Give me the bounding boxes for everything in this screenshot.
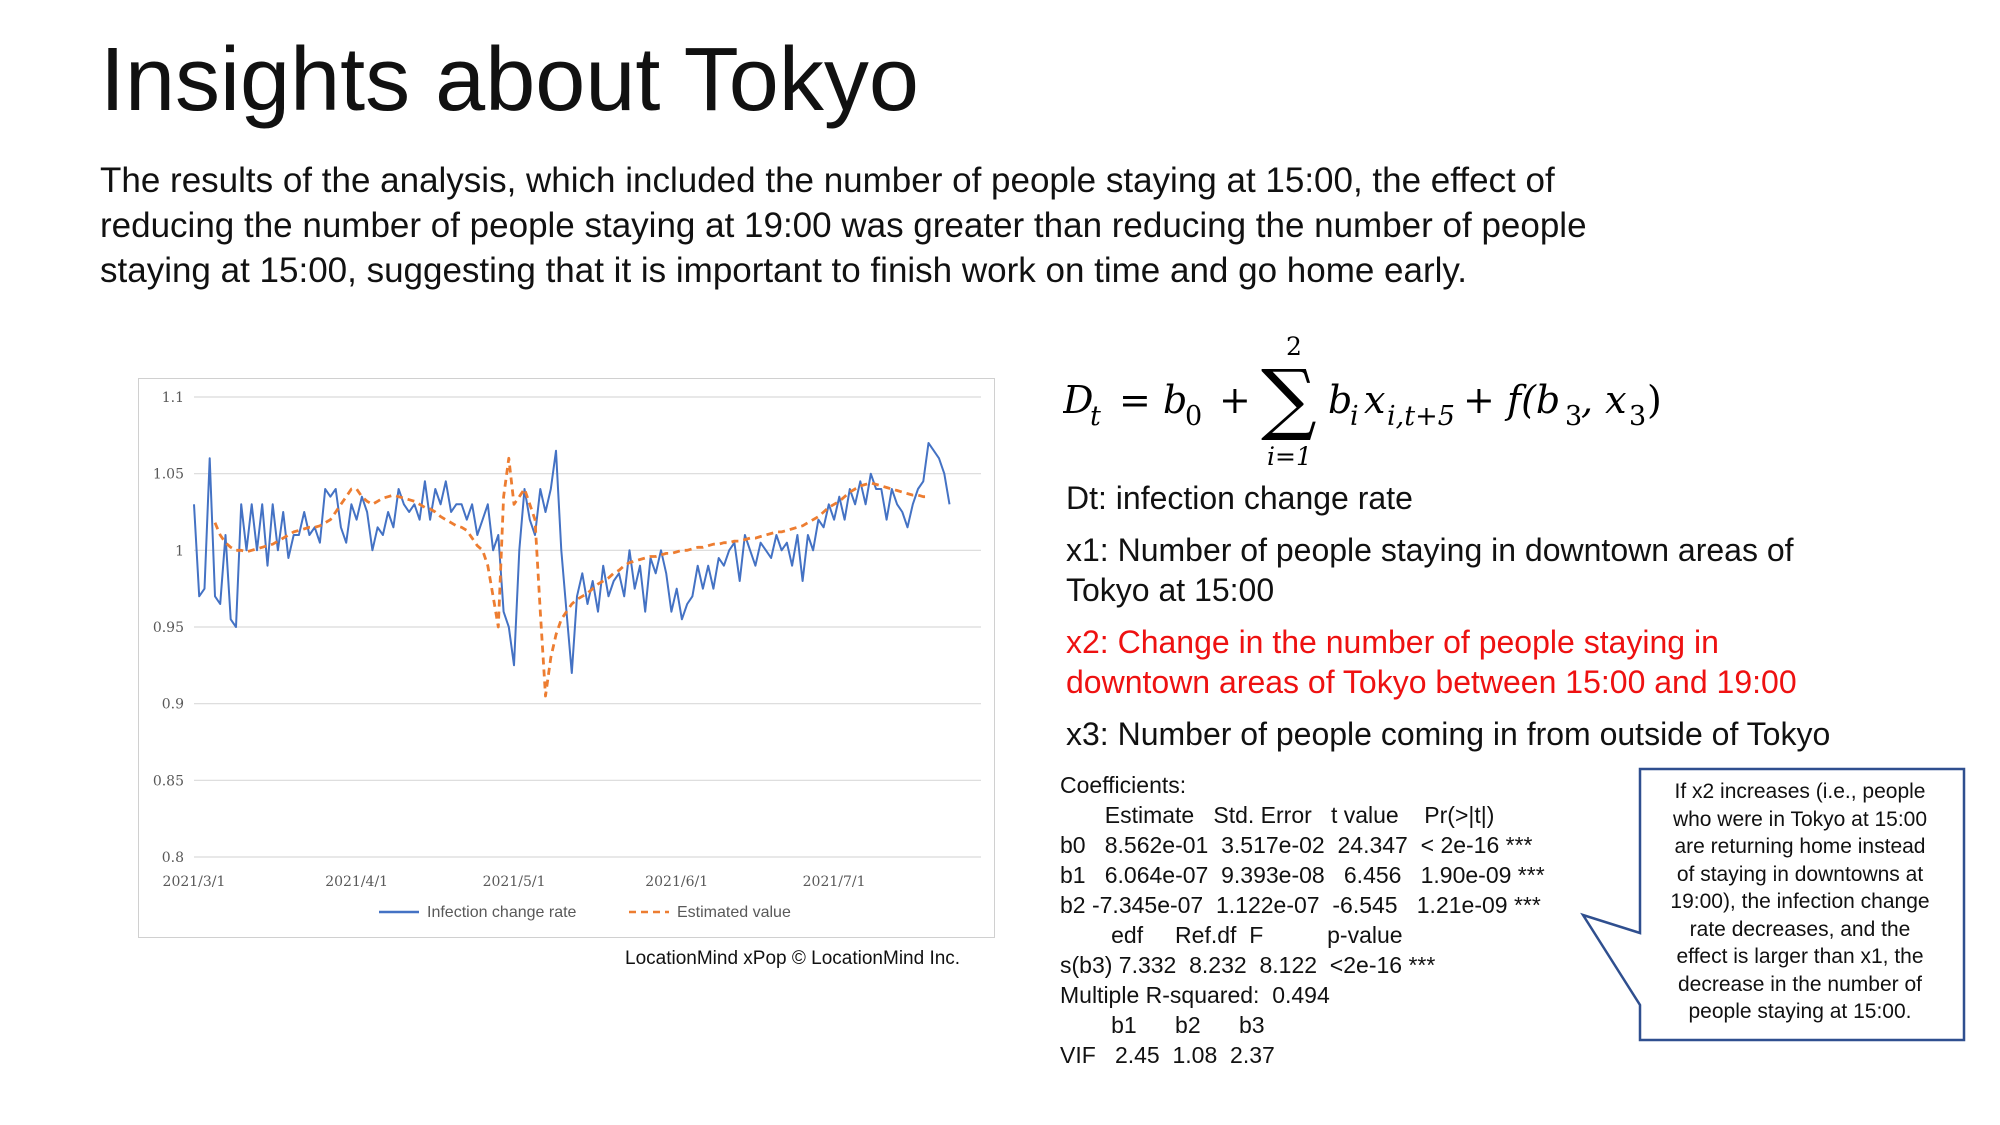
callout-line: decrease in the number of — [1678, 972, 1922, 996]
y-tick-label: 0.9 — [161, 696, 184, 713]
intro-line: reducing the number of people staying at 19:00 was greater than reducing the number of people — [100, 206, 1587, 245]
x-tick-label: 2021/7/1 — [802, 874, 866, 890]
formula-plus: + — [1463, 378, 1495, 422]
intro-line: staying at 15:00, suggesting that it is important to finish work on time and go home early. — [100, 251, 1468, 290]
definition-line: x2: Change in the number of people staying in — [1066, 624, 1719, 660]
callout-line: are returning home instead — [1674, 835, 1926, 858]
stats-line: b0 8.562e-01 3.517e-02 24.347 < 2e-16 *** — [1060, 832, 1533, 858]
formula-b0: b — [1163, 378, 1188, 422]
definition-dt — [1066, 478, 1830, 518]
formula-sum-upper: 2 — [1286, 332, 1302, 361]
stats-line: VIF 2.45 1.08 2.37 — [1060, 1042, 1275, 1068]
stats-line: Estimate Std. Error t value Pr(>|t|) — [1060, 802, 1495, 828]
stats-line: b1 b2 b3 — [1060, 1012, 1265, 1038]
model-formula — [1063, 325, 1683, 475]
definition-line: x1: Number of people staying in downtown areas of — [1066, 532, 1794, 568]
definition-line: Dt: infection change rate — [1066, 480, 1413, 516]
callout-line: people staying at 15:00. — [1688, 1000, 1912, 1023]
y-tick-label: 0.85 — [152, 773, 184, 790]
formula-lhs: D — [1063, 378, 1094, 422]
x-tick-label: 2021/6/1 — [645, 874, 709, 890]
callout-box — [1638, 768, 1962, 1040]
definition-x3 — [1066, 714, 1830, 754]
formula-equals: = — [1119, 378, 1151, 422]
formula-b0-sub: 0 — [1185, 401, 1203, 432]
definition-x2 — [1066, 622, 1830, 702]
variable-definitions — [1066, 478, 1830, 766]
legend-label: Infection change rate — [427, 904, 577, 921]
y-tick-label: 1.1 — [161, 390, 184, 406]
formula-plus: + — [1219, 378, 1251, 422]
page-title: Insights about Tokyo — [100, 30, 919, 130]
callout-line: rate decreases, and the — [1689, 917, 1911, 941]
formula-fn-sub: 3 — [1629, 401, 1647, 432]
chart-svg — [139, 379, 994, 937]
intro-line: The results of the analysis, which included the number of people staying at 15:00, the effect of — [100, 161, 1555, 200]
callout-line: If x2 increases (i.e., people — [1674, 780, 1926, 803]
regression-output — [1060, 770, 1545, 1070]
legend-label: Estimated value — [677, 904, 791, 921]
definition-x1 — [1066, 530, 1830, 610]
intro-paragraph — [100, 158, 1800, 293]
formula-term-b: b — [1328, 378, 1353, 422]
y-tick-label: 0.95 — [152, 620, 184, 636]
definition-line: downtown areas of Tokyo between 15:00 and 19:00 — [1066, 664, 1797, 700]
x-tick-label: 2021/3/1 — [162, 874, 226, 890]
formula-fn-sub: 3 — [1565, 401, 1583, 432]
formula-fn: f(b — [1507, 378, 1561, 422]
stats-line: b2 -7.345e-07 1.122e-07 -6.545 1.21e-09 *** — [1060, 892, 1541, 918]
formula-term-x: x — [1364, 378, 1386, 422]
line-chart — [138, 378, 995, 938]
x-tick-label: 2021/4/1 — [325, 874, 389, 890]
callout-line: who were in Tokyo at 15:00 — [1672, 807, 1928, 831]
series-line — [194, 443, 950, 673]
definition-line: Tokyo at 15:00 — [1066, 572, 1275, 608]
stats-line: Multiple R-squared: 0.494 — [1060, 982, 1330, 1008]
callout-line: effect is larger than x1, the — [1676, 945, 1924, 968]
stats-line: b1 6.064e-07 9.393e-08 6.456 1.90e-09 *** — [1060, 862, 1545, 888]
y-tick-label: 1 — [175, 543, 184, 560]
x-tick-label: 2021/5/1 — [482, 874, 546, 890]
formula-sum-lower: i=1 — [1267, 442, 1312, 470]
stats-line: Coefficients: — [1060, 772, 1187, 798]
callout-line: of staying in downtowns at — [1676, 862, 1924, 886]
formula-term-x-sub: i,t+5 — [1387, 401, 1455, 432]
formula-lhs-sub: t — [1090, 401, 1101, 432]
y-tick-label: 0.8 — [161, 850, 184, 866]
y-tick-label: 1.05 — [152, 466, 184, 483]
definition-line: x3: Number of people coming in from outside of Tokyo — [1066, 716, 1831, 752]
credit-text: LocationMind xPop © LocationMind Inc. — [625, 948, 961, 969]
formula-sigma: ∑ — [1261, 354, 1317, 444]
callout-line: 19:00), the infection change — [1670, 890, 1930, 913]
formula-fn-close: ) — [1647, 378, 1662, 422]
formula-svg — [1063, 325, 1683, 470]
formula-term-b-sub: i — [1350, 401, 1359, 432]
formula-fn-mid: , x — [1581, 378, 1627, 422]
stats-line: s(b3) 7.332 8.232 8.122 <2e-16 *** — [1060, 952, 1436, 978]
stats-line: edf Ref.df F p-value — [1060, 922, 1403, 948]
callout-text — [1648, 778, 1952, 1026]
